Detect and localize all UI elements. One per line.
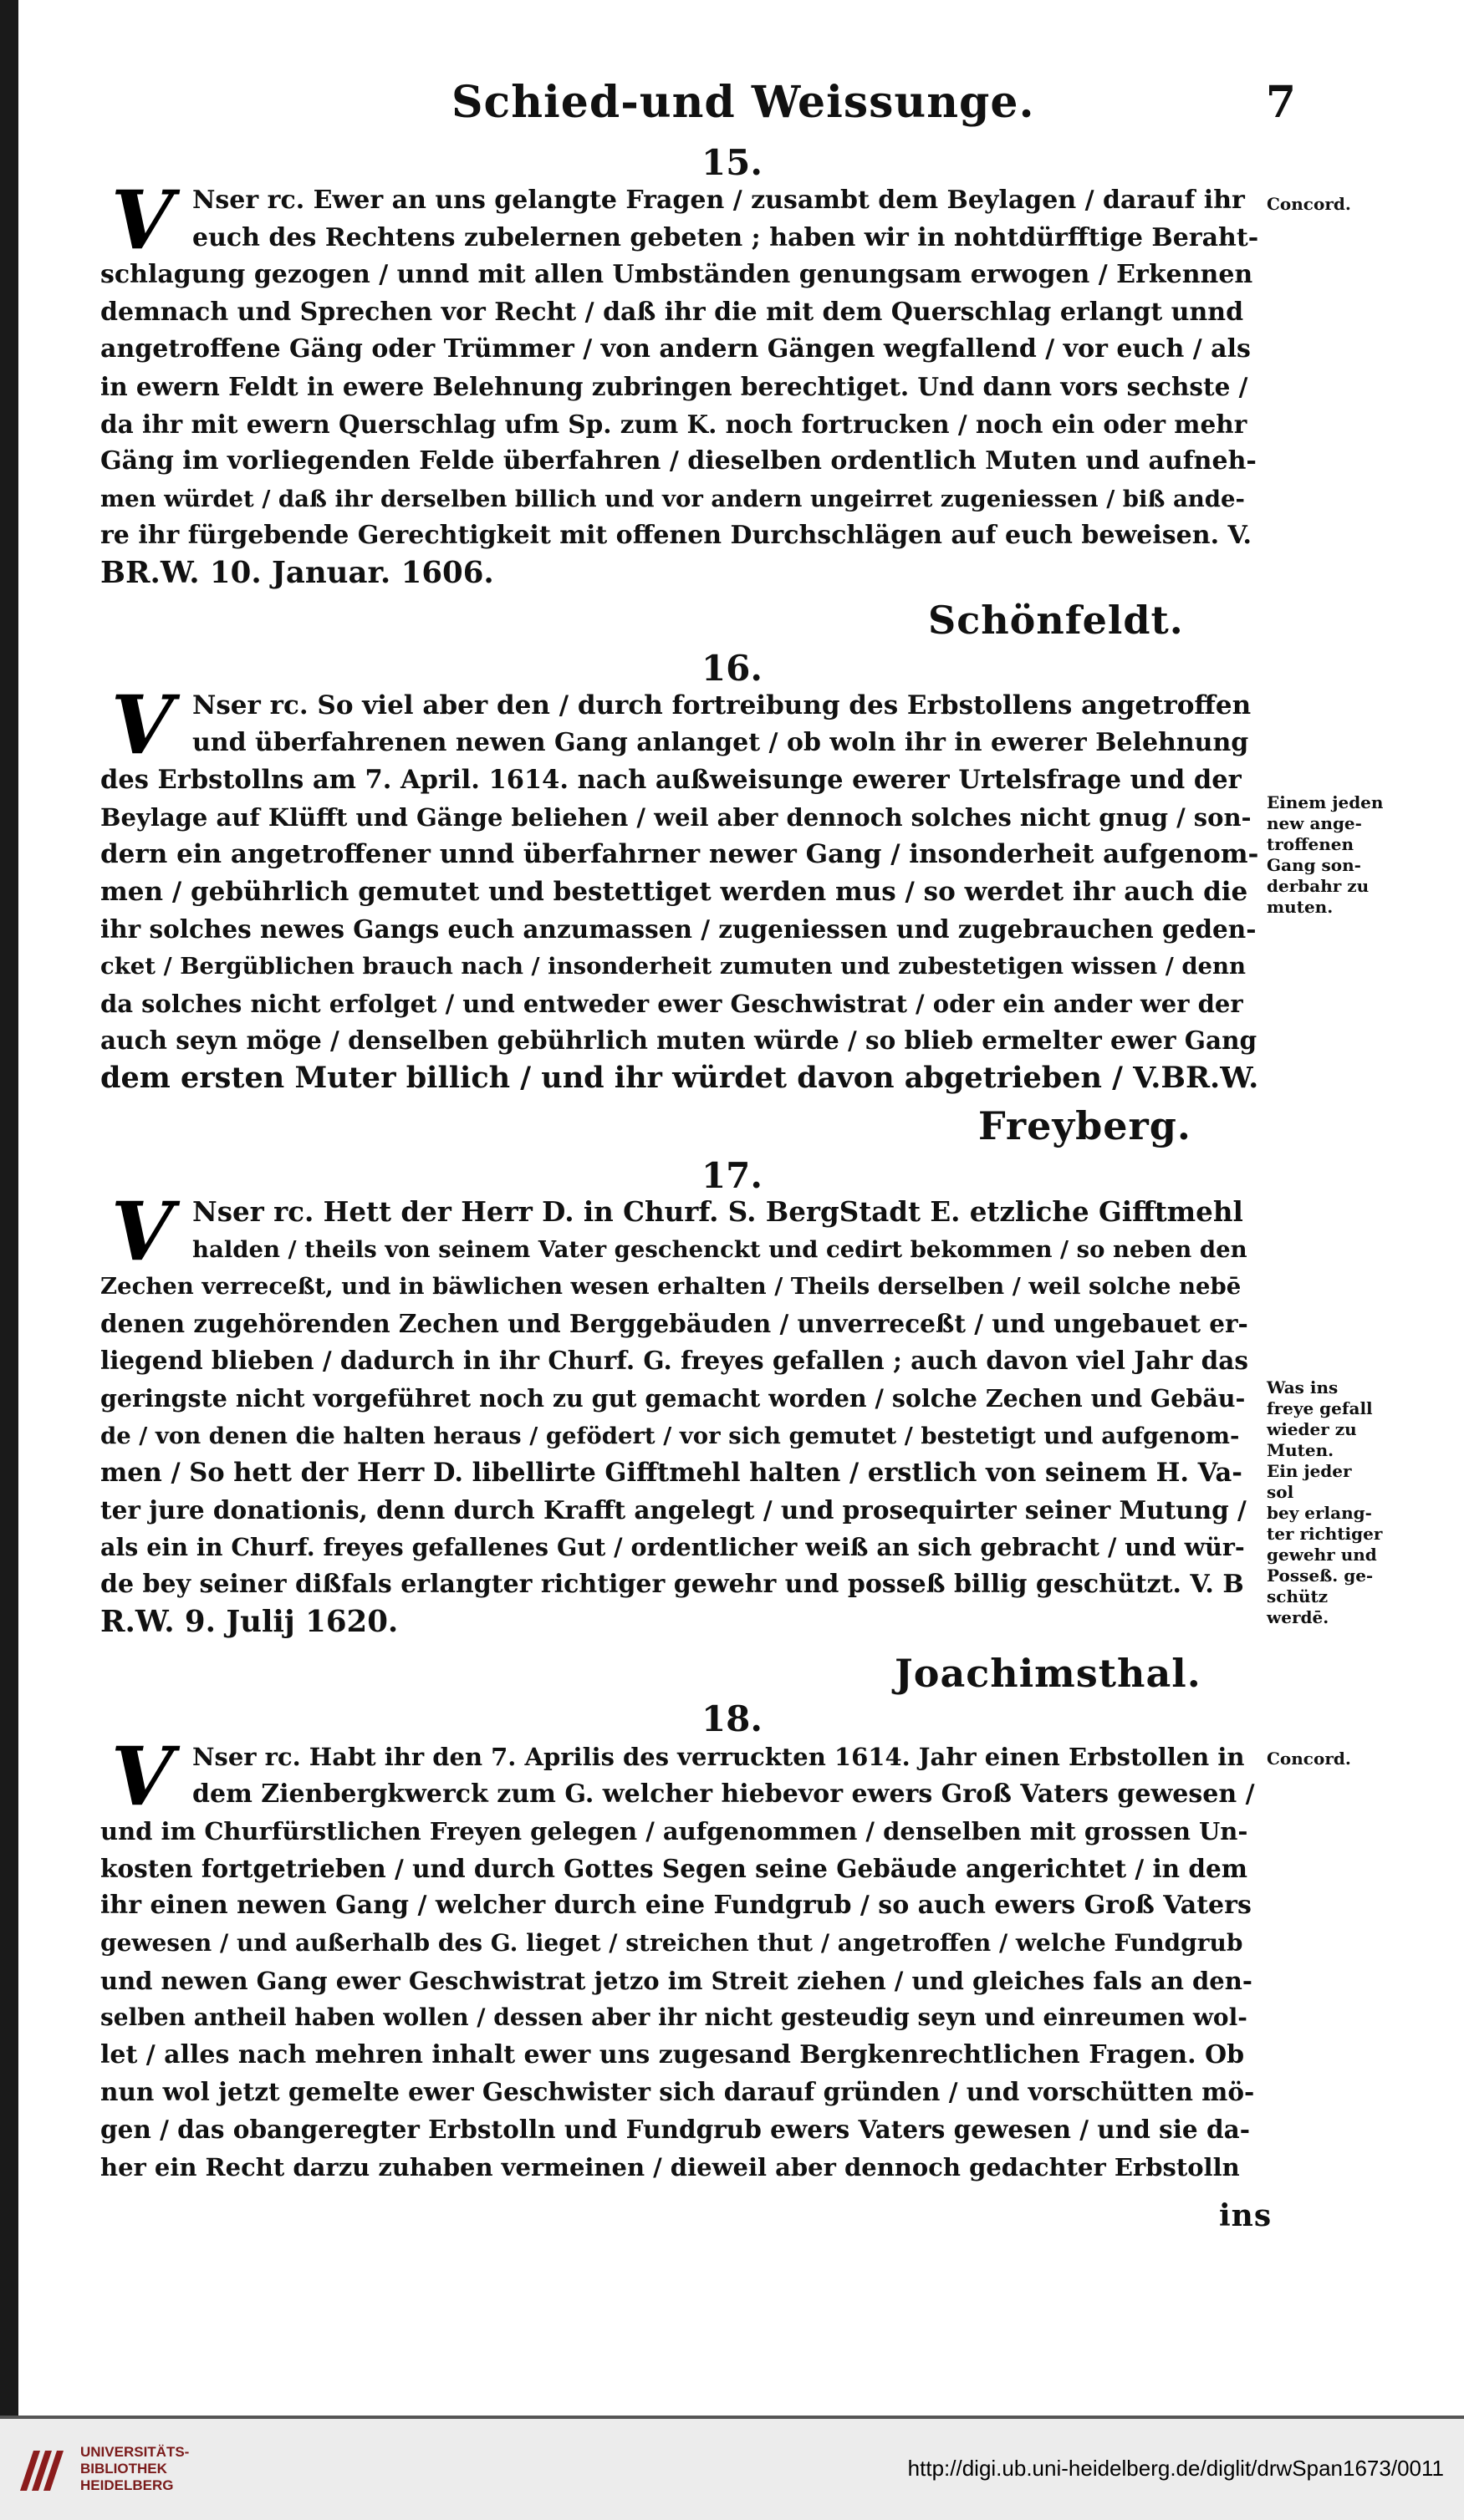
text-line: ihr solches newes Gangs euch anzumassen / zugeniessen und zugebrauchen geden- (100, 914, 1257, 944)
text-line: Nser rc. Habt ihr den 7. Aprilis des verruckten 1614. Jahr einen Erbstollen in (192, 1743, 1245, 1771)
text-line: dern ein angetroffener unnd überfahrner newer Gang / insonderheit aufgenom- (100, 839, 1258, 870)
text-line: demnach und Sprechen vor Recht / daß ihr die mit dem Querschlag erlangt unnd (100, 297, 1244, 327)
text-line: nun wol jetzt gemelte ewer Geschwister sich darauf gründen / und vorschütten mö- (100, 2077, 1255, 2107)
text-line: let / alles nach mehren inhalt ewer uns zugesand Bergkenrechtlichen Fragen. Ob (100, 2039, 1245, 2069)
text-line: cket / Bergüblichen brauch nach / insonderheit zumuten und zubestetigen wissen / denn (100, 953, 1247, 980)
text-line: Beylage auf Klüfft und Gänge beliehen / weil aber dennoch solches nicht gnug / son- (100, 802, 1252, 832)
text-line: kosten fortgetrieben / und durch Gottes Segen seine Gebäude angerichtet / in dem (100, 1853, 1247, 1883)
text-line: als ein in Churf. freyes gefallenes Gut / ordentlicher weiß an sich gebracht / und wür- (100, 1533, 1245, 1562)
place-name: Freyberg. (978, 1103, 1191, 1148)
section-paragraph (100, 173, 1258, 593)
text-line: re ihr fürgebende Gerechtigkeit mit offenen Durchschlägen auf euch beweisen. V. (100, 521, 1252, 551)
margin-note: Was ins freye gefall wieder zu Muten. Ein jeder sol bey erlang- ter richtiger gewehr und Posseß. ge- schütz werdē. (1267, 1377, 1383, 1627)
text-line: dem ersten Muter billich / und ihr würdet davon abgetrieben / V.BR.W. (100, 1060, 1258, 1095)
text-line: selben antheil haben wollen / dessen aber ihr nicht gesteudig seyn und einreumen wol- (100, 2003, 1247, 2032)
text-line: de bey seiner dißfals erlangter richtiger gewehr und posseß billig geschützt. V. B (100, 1569, 1244, 1599)
text-line: da ihr mit ewern Querschlag ufm Sp. zum K. noch fortrucken / noch ein oder mehr (100, 409, 1247, 439)
page-header (100, 77, 1296, 135)
page-number: 7 (1265, 77, 1296, 128)
place-name: Joachimsthal. (895, 1651, 1201, 1696)
section-number: 18. (701, 1698, 763, 1739)
library-logo-icon (15, 2442, 69, 2496)
text-line: denen zugehörenden Zechen und Berggebäuden / unverreceßt / und ungebauet er- (100, 1308, 1248, 1338)
permalink-url[interactable]: http://digi.ub.uni-heidelberg.de/diglit/drwSpan1673/0011 (907, 2456, 1444, 2481)
text-line: men / gebührlich gemutet und bestettiget werden mus / so werdet ihr auch die (100, 876, 1248, 907)
text-line: Nser rc. Hett der Herr D. in Churf. S. BergStadt E. etzliche Gifftmehl (192, 1195, 1243, 1228)
library-name: UNIVERSITÄTS- BIBLIOTHEK HEIDELBERG (80, 2444, 190, 2493)
section-paragraph (100, 1184, 1258, 1641)
drop-initial: V (110, 1729, 174, 1824)
page-edge (0, 0, 18, 2416)
text-line: de / von denen die halten heraus / gefödert / vor sich gemutet / bestetigt und aufgenom- (100, 1422, 1240, 1449)
text-line: ihr einen newen Gang / welcher durch eine Fundgrub / so auch ewers Groß Vaters (100, 1891, 1252, 1921)
text-line: dem Zienbergkwerck zum G. welcher hiebevor ewers Groß Vaters gewesen / (192, 1779, 1255, 1809)
text-line: geringste nicht vorgeführet noch zu gut gemacht worden / solche Zechen und Gebäu- (100, 1383, 1246, 1413)
margin-note: Concord. (1267, 194, 1351, 214)
text-line: BR.W. 10. Januar. 1606. (100, 555, 494, 590)
text-line: halden / theils von seinem Vater geschenckt und cedirt bekommen / so neben den (192, 1235, 1247, 1263)
running-title: Schied-und Weissunge. (451, 77, 1035, 128)
catchword: ins (1219, 2198, 1273, 2233)
text-line: gewesen / und außerhalb des G. lieget / streichen thut / angetroffen / welche Fundgrub (100, 1928, 1243, 1957)
drop-initial: V (110, 173, 174, 267)
text-line: in ewern Feldt in ewere Belehnung zubringen berechtiget. Und dann vors sechste / (100, 371, 1248, 401)
text-line: men / So hett der Herr D. libellirte Gifftmehl halten / erstlich von seinem H. Va- (100, 1458, 1242, 1489)
text-line: und newen Gang ewer Geschwistrat jetzo im Streit ziehen / und gleiches fals an den- (100, 1966, 1252, 1995)
text-line: liegend blieben / dadurch in ihr Churf. G. freyes gefallen ; auch davon viel Jahr das (100, 1346, 1248, 1376)
text-line: Nser rc. Ewer an uns gelangte Fragen / zusambt dem Beylagen / darauf ihr (192, 186, 1245, 215)
viewer-footer (0, 2416, 1464, 2520)
text-line: schlagung gezogen / unnd mit allen Umbständen genungsam erwogen / Erkennen (100, 260, 1253, 290)
drop-initial: V (110, 678, 174, 772)
text-line: des Erbstollns am 7. April. 1614. nach außweisunge ewerer Urtelsfrage und der (100, 765, 1242, 796)
margin-note: Einem jeden new ange- troffenen Gang son- derbahr zu muten. (1267, 792, 1384, 917)
text-line: angetroffene Gäng oder Trümmer / von andern Gängen wegfallend / vor euch / als (100, 334, 1251, 364)
text-line: euch des Rechtens zubelernen gebeten ; haben wir in nohtdürfftige Beraht- (192, 222, 1258, 252)
text-line: gen / das obangeregter Erbstolln und Fundgrub ewers Vaters gewesen / und sie da- (100, 2114, 1250, 2144)
text-line: auch seyn möge / denselben gebührlich muten würde / so blieb ermelter ewer Gang (100, 1026, 1257, 1056)
text-line: ter jure donationis, denn durch Krafft angelegt / und prosequirter seiner Mutung / (100, 1494, 1247, 1525)
margin-note: Concord. (1267, 1749, 1351, 1769)
text-line: Gäng im vorliegenden Felde überfahren / dieselben ordentlich Muten und aufneh- (100, 446, 1257, 476)
text-line: men würdet / daß ihr derselben billich und vor andern ungeirret zugeniessen / biß ande- (100, 485, 1245, 512)
section-paragraph (100, 678, 1258, 1097)
text-line: Nser rc. So viel aber den / durch fortreibung des Erbstollens angetroffen (192, 690, 1252, 720)
section-paragraph (100, 1729, 1258, 2186)
text-line: da solches nicht erfolget / und entweder ewer Geschwistrat / oder ein ander wer der (100, 989, 1243, 1018)
text-line: Zechen verreceßt, und in bäwlichen wesen erhalten / Theils derselben / weil solche nebē (100, 1273, 1242, 1301)
text-line: R.W. 9. Julij 1620. (100, 1604, 399, 1639)
section-number: 17. (701, 1155, 763, 1196)
text-line: und überfahrenen newen Gang anlanget / ob woln ihr in ewerer Belehnung (192, 727, 1249, 757)
place-name: Schönfeldt. (928, 598, 1184, 643)
text-line: und im Churfürstlichen Freyen gelegen / aufgenommen / denselben mit grossen Un- (100, 1817, 1248, 1846)
text-line: her ein Recht darzu zuhaben vermeinen / dieweil aber dennoch gedachter Erbstolln (100, 2152, 1240, 2181)
drop-initial: V (110, 1184, 174, 1279)
section-number: 15. (701, 142, 763, 183)
section-number: 16. (701, 648, 763, 689)
